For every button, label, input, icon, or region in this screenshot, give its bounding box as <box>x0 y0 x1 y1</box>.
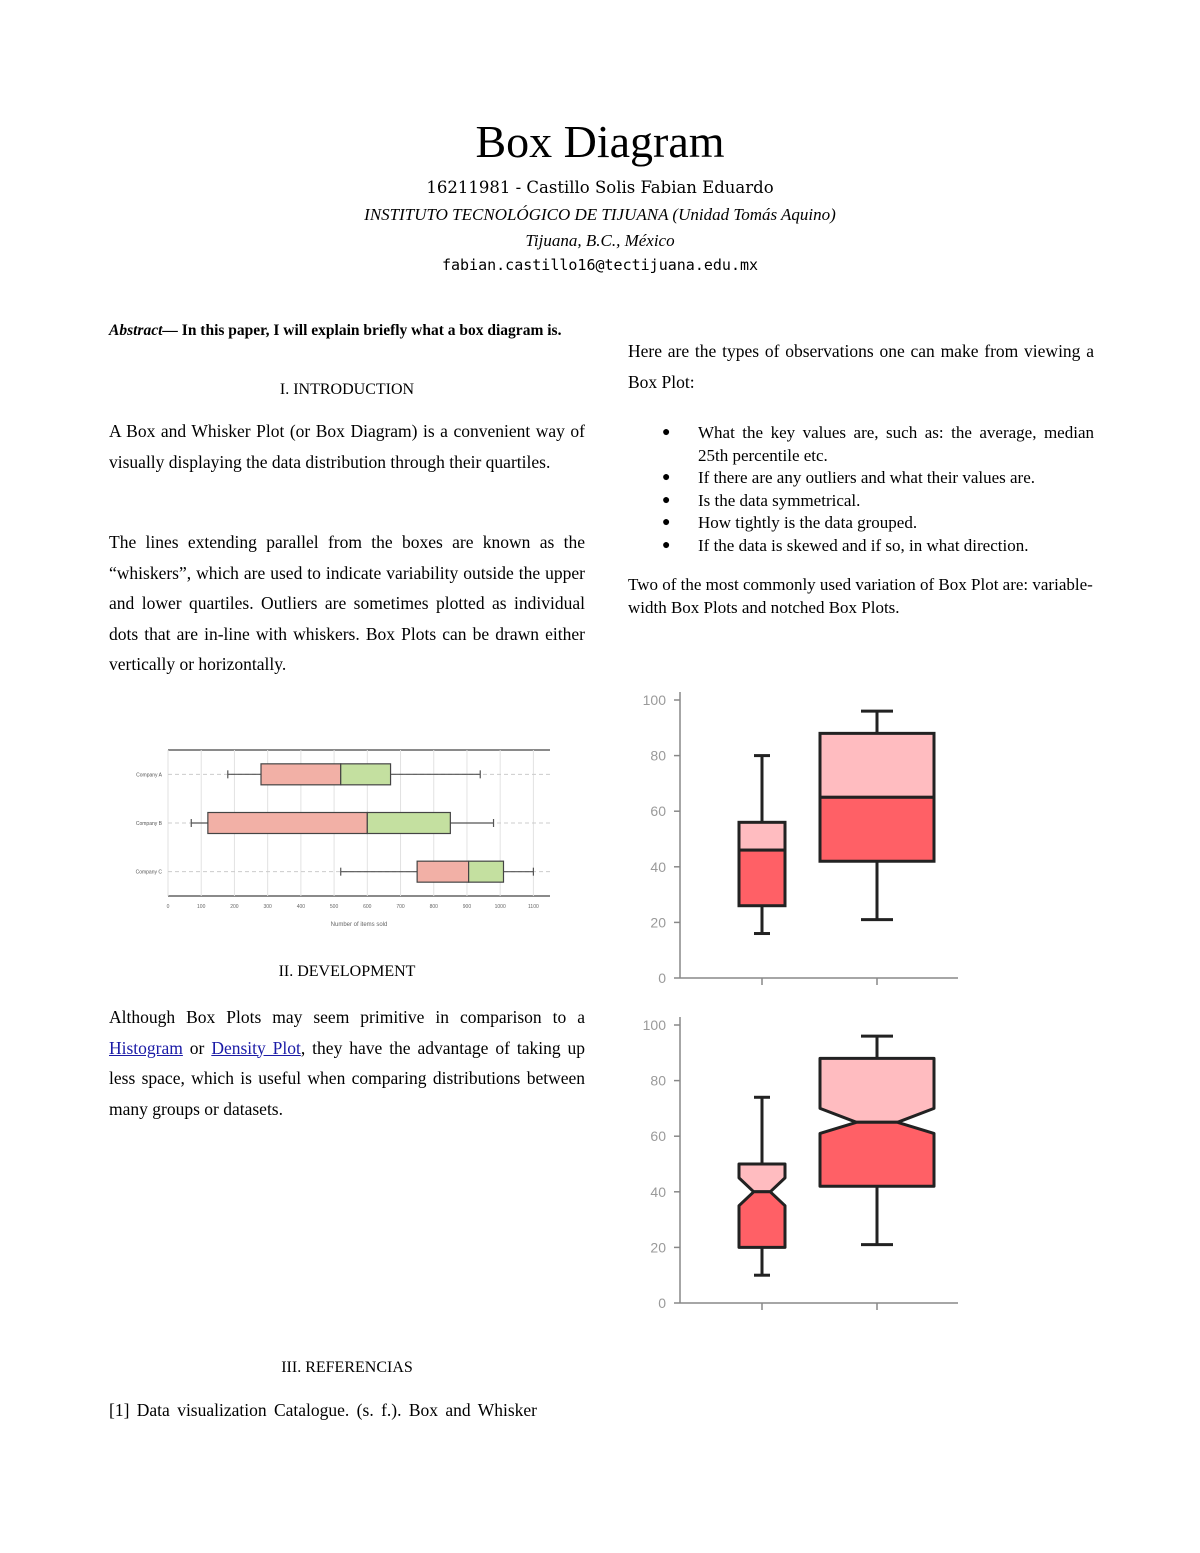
y-tick-label: 100 <box>642 1017 666 1033</box>
reference-1: [1] Data visualization Catalogue. (s. f.). Box and Whisker <box>109 1400 538 1420</box>
references-heading: III. REFERENCIAS <box>281 1359 413 1376</box>
list-item: ● Is the data symmetrical. <box>628 490 1094 513</box>
y-tick-label: 100 <box>642 692 666 708</box>
category-label: Company A <box>136 772 162 779</box>
author-email: fabian.castillo16@tectijuana.edu.mx <box>441 256 759 274</box>
y-tick-label: 0 <box>658 1295 666 1311</box>
x-axis-label: Number of items sold <box>330 922 388 928</box>
box-upper-half <box>367 813 450 834</box>
y-tick-label: 20 <box>650 1239 666 1256</box>
bullet-icon: ● <box>662 492 671 508</box>
y-tick-label: 40 <box>650 858 666 875</box>
x-tick-label: 400 <box>296 904 306 910</box>
standard-box-chart <box>620 685 970 990</box>
x-tick-label: 300 <box>263 904 272 910</box>
x-tick-label: 500 <box>329 904 339 910</box>
list-item: ● If the data is skewed and if so, in what direction. <box>628 535 1094 558</box>
y-tick-label: 0 <box>658 970 666 986</box>
intro-heading: I. INTRODUCTION <box>279 381 415 398</box>
histogram-link[interactable]: Histogram <box>109 1037 183 1058</box>
category-label: Company C <box>135 869 162 876</box>
y-tick-label: 20 <box>650 914 666 931</box>
x-tick-label: 600 <box>363 904 372 910</box>
box-lower-half <box>820 797 934 861</box>
x-tick-label: 100 <box>197 904 206 910</box>
observations-intro: Here are the types of observations one can make from viewing a Box Plot: <box>628 341 1094 392</box>
abstract-text: In this paper, I will explain briefly what a box diagram is. <box>177 322 562 339</box>
x-tick-label: 1100 <box>528 904 539 910</box>
intro-paragraph-2: The lines extending parallel from the boxes are known as the “whiskers”, which are used to indicate variability outside the upper and lower quartiles. Outliers are sometimes plotted as individual dots that are in-line with whiskers. Box Plots can be drawn either vertically or horizontally. <box>109 532 585 674</box>
category-label: Company B <box>135 821 162 827</box>
y-tick-label: 60 <box>650 803 666 820</box>
x-tick-label: 1000 <box>494 904 506 910</box>
box-upper-half <box>739 1164 785 1192</box>
development-paragraph <box>109 1002 585 1124</box>
x-tick-label: 700 <box>396 904 405 910</box>
dev-text-after: , they have the advantage of taking up less space, which is useful when comparing distributions between many groups or datasets. <box>109 1037 586 1119</box>
y-tick-label: 40 <box>650 1183 666 1200</box>
bullet-icon: ● <box>662 425 671 440</box>
dev-text-before: Although Box Plots may seem primitive in comparison to a <box>109 1007 585 1027</box>
x-tick-label: 800 <box>429 904 438 910</box>
list-item: ● If there are any outliers and what their values are. <box>628 467 1094 490</box>
paper-title: Box Diagram <box>475 116 725 167</box>
box-upper-half <box>739 822 785 850</box>
bullet-icon: ● <box>662 470 671 485</box>
bullet-icon: ● <box>662 537 671 553</box>
box-lower-half <box>417 861 468 882</box>
y-tick-label: 80 <box>650 1072 666 1089</box>
observations-list <box>628 422 1094 557</box>
box-lower-half <box>820 1122 934 1186</box>
box-upper-half <box>820 733 934 797</box>
y-tick-label: 80 <box>650 747 666 764</box>
x-tick-label: 0 <box>166 904 170 910</box>
box-upper-half <box>341 764 391 785</box>
development-heading: II. DEVELOPMENT <box>278 963 416 980</box>
y-tick-label: 60 <box>650 1128 666 1145</box>
box-lower-half <box>261 764 341 785</box>
abstract <box>109 320 585 341</box>
author-id-line: 16211981 - Castillo Solis Fabian Eduardo <box>426 178 774 197</box>
x-tick-label: 200 <box>230 904 239 910</box>
box-lower-half <box>739 850 785 906</box>
bullet-icon: ● <box>662 515 671 530</box>
horizontal-box-chart <box>118 742 578 932</box>
author-institution: INSTITUTO TECNOLÓGICO DE TIJUANA (Unidad Tomás Aquino) <box>364 205 836 224</box>
list-item: ● What the key values are, such as: the average, median 25th percentile etc. <box>662 423 1094 465</box>
variations-paragraph: Two of the most commonly used variation of Box Plot are: variable-width Box Plots and notched Box Plots. <box>628 575 1093 617</box>
intro-paragraph-1: A Box and Whisker Plot (or Box Diagram) is a convenient way of visually displaying the data distribution through their quartiles. <box>109 421 585 472</box>
list-item: ● How tightly is the data grouped. <box>628 512 1094 535</box>
box-upper-half <box>469 861 504 882</box>
author-location: Tijuana, B.C., México <box>525 231 675 250</box>
density-plot-link[interactable]: Density Plot <box>211 1037 301 1058</box>
notched-box-chart <box>620 1010 970 1315</box>
box-lower-half <box>208 813 367 834</box>
box-lower-half <box>739 1192 785 1248</box>
abstract-label: Abstract— <box>109 322 178 339</box>
dev-text-mid: or <box>182 1037 212 1058</box>
box-upper-half <box>820 1058 934 1122</box>
x-tick-label: 900 <box>462 904 472 910</box>
